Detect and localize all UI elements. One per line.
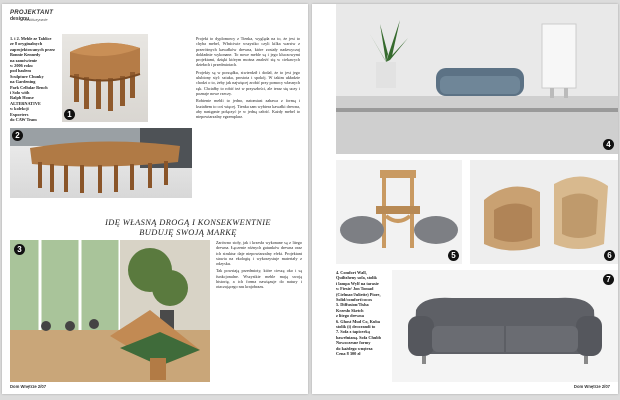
subsection: designu [10,16,30,22]
photo-number-1: 1 [64,109,75,120]
right-page [312,4,618,394]
photo-interior-lounge [10,240,210,382]
left-lower-text: Zarówno stoły, jak i krzesła wykonane są z litego drewna. Łączenie różnych gatunków drewna oraz ich struktur daje niepowtarzalny efekt. Projektant stawia na ekologię i wykorzystuje materiały z odzysku. Tak powstają przedmioty, które cieszą oko i są funkcjonalne. Wszystkie meble mają swoją historię, a ich forma nawiązuje do natury i otaczającego nas krajobrazu. [216,240,302,290]
left-footer: Dom Wnętrze 2/07 [10,384,47,389]
left-page [2,4,308,394]
photo-grey-sofa [392,270,618,382]
photo-number-7: 7 [603,274,614,285]
right-footer: Dom Wnętrze 2/07 [573,384,610,389]
photo-chair-ottoman [336,160,462,264]
left-caption: 1. i 2. Meble ze Tablice ze 8 oryginalnych zaprojektowanych przez Bonnie Kennedy na zamówienie w 2006 roku pod hasłem Sculpture Chunky na Gardening Park Cellular Bench i Solo with Ralph House ALTERNATIVE w kolekcji Exporters do CAW Team [10,36,55,123]
photo-wood-armchairs [470,160,618,264]
photo-number-6: 6 [604,250,615,261]
photo-number-3: 3 [14,244,25,255]
photo-number-4: 4 [603,139,614,150]
photo-number-5: 5 [448,250,459,261]
right-caption: 4. Comfort Wall, Quiltzheny sofa, stolik i lampa Wylf na tarasie w Fiesie/ Jon Tomad (Cielmar/Juliette) Piore, Solid/comfort/cocos 5. Diffusion/Tisha Krzesło Sketch z litego drewna 6. Ghost Mud Co, Kuba stolik (i) decorandi to 7. Sofa z tapicerką bawełnianą. Sofa Chubb Nowoczesne formy do każdego wnętrza Cena 8 300 zł [336,270,382,357]
headline: IDĘ WŁASNĄ DROGĄ I KONSEKWENTNIE BUDUJĘ SWOJĄ MARKĘ [105,218,271,237]
photo-number-2: 2 [12,130,23,141]
photo-wood-stool [62,34,148,122]
left-body-text: Projekt to dyplomowy z Tienka, wygląda na to, że jest to chyba mebel, Właściwie wszystko czyli kilka warstw z przeróżnych kawałków drewna, które zostały nadzwyczaj dokładnie wykonane. To nowe meble są i jego kluczowymi projektami, dzięki którym można znaleźć się w ciekawych dziełach i przedmiotach. Projekty są w porządku, stwierdził i dodał, że to jest jego ulubiony styl: sztuka, prostota i spokój. W takim układzie chodzi o to, żeby jak najwięcej zrobić przy pomocy własnych rąk. Chciałby to robić też w przyszłości, ale teraz się uczy i poznaje nowe rzeczy. Robienie mebli to jedno, natomiast zabawa z formą i kształtem to coś więcej. Tienka sam wybiera kawałki drewna, aby następnie połączyć je w jedną całość. Każdy mebel to niepowtarzalny egzemplarz. [196,36,300,120]
photo-lobby-sofa [336,4,618,154]
section-label: PROJEKTANT [10,10,54,16]
photo-wood-bench [10,128,192,198]
subsection-small: ekskluzywnie [24,17,48,22]
